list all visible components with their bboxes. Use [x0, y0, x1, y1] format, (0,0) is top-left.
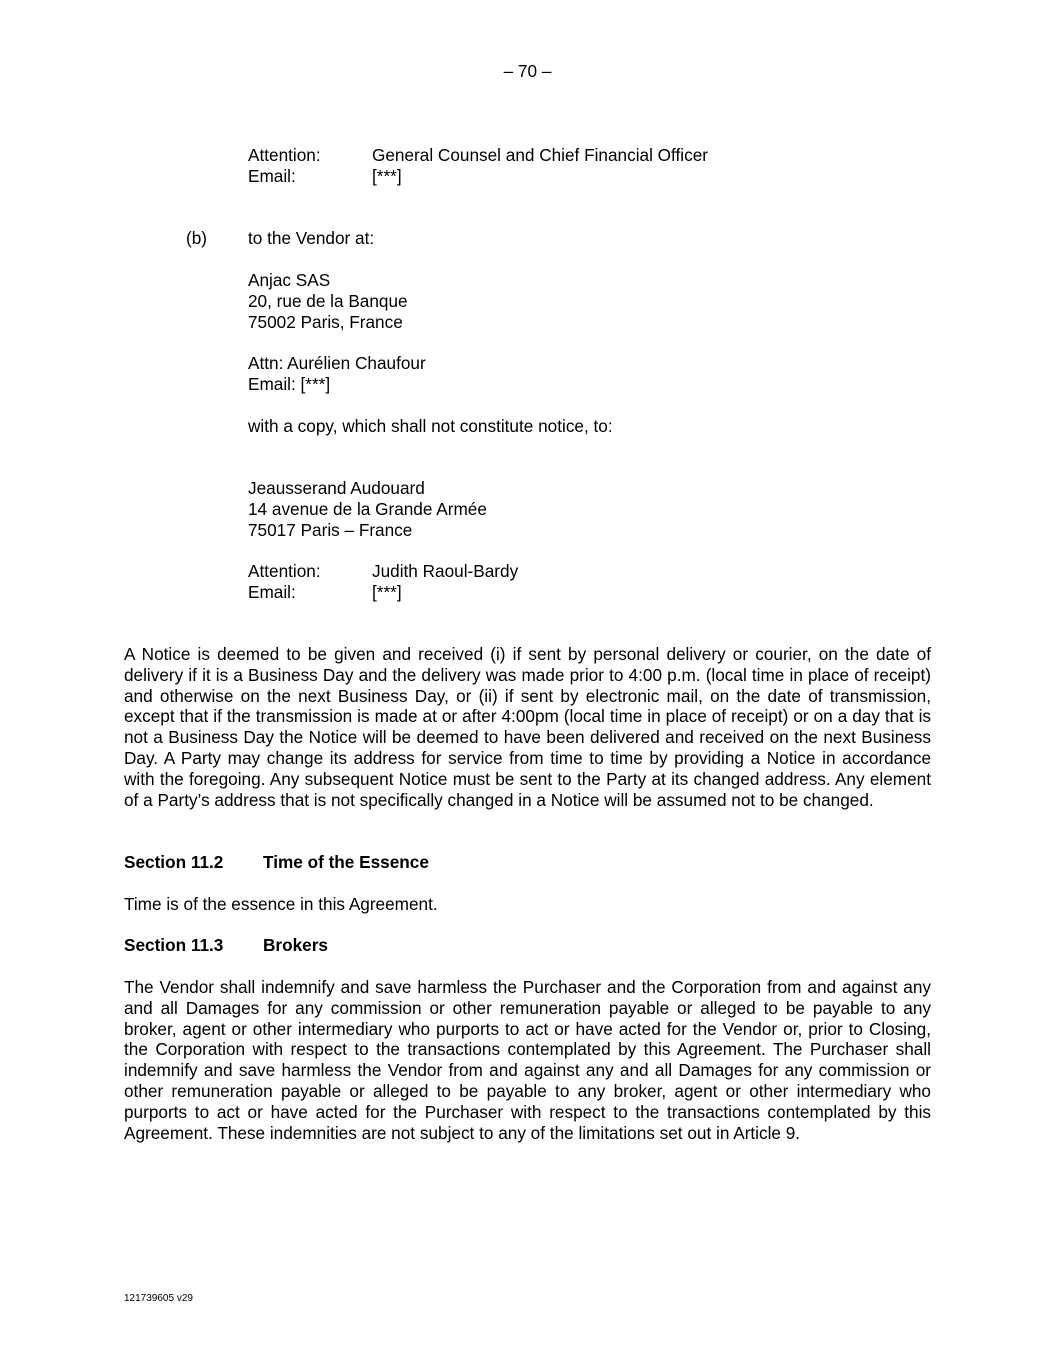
- copy-email-label: Email:: [248, 582, 296, 602]
- email-value: [***]: [372, 166, 402, 186]
- vendor-address-line: 75002 Paris, France: [248, 312, 403, 332]
- attention-label: Attention:: [248, 145, 321, 165]
- page-number: – 70 –: [503, 61, 552, 81]
- vendor-email-line: Email: [***]: [248, 374, 331, 394]
- vendor-address-line: 20, rue de la Banque: [248, 291, 408, 311]
- section-title: Time of the Essence: [263, 852, 429, 872]
- section-11-3-heading: [124, 935, 328, 956]
- copy-address-line: Jeausserand Audouard: [248, 478, 425, 498]
- notice-paragraph: A Notice is deemed to be given and received (i) if sent by personal delivery or courier, on the date of delivery if it is a Business Day and the delivery was made prior to 4:00 p.m. (local time in place of receipt) and otherwise on the next Business Day, or (ii) if sent by electronic mail, on the date of transmission, except that if the transmission is made at or after 4:00pm (local time in place of receipt) or on a day that is not a Business Day the Notice will be deemed to have been delivered and received on the next Business Day. A Party may change its address for service from time to time by providing a Notice in accordance with the foregoing. Any subsequent Notice must be sent to the Party at its changed address. Any element of a Party’s address that is not specifically changed in a Notice will be assumed not to be changed.: [124, 644, 931, 810]
- attention-value: General Counsel and Chief Financial Officer: [372, 145, 708, 165]
- copy-intro: with a copy, which shall not constitute notice, to:: [248, 416, 613, 436]
- copy-attention-value: Judith Raoul-Bardy: [372, 561, 519, 581]
- vendor-attn-line: Attn: Aurélien Chaufour: [248, 353, 426, 373]
- item-b-marker: (b): [186, 228, 208, 248]
- section-11-3-body: The Vendor shall indemnify and save harmless the Purchaser and the Corporation from and against any and all Damages for any commission or other remuneration payable or alleged to be payable to any broker, agent or other intermediary who purports to act or have acted for the Vendor or, prior to Closing, the Corporation with respect to the transactions contemplated by this Agreement. The Purchaser shall indemnify and save harmless the Vendor from and against any and all Damages for any commission or other remuneration payable or alleged to be payable to any broker, agent or other intermediary who purports to act or have acted for the Purchaser with respect to the transactions contemplated by this Agreement. These indemnities are not subject to any of the limitations set out in Article 9.: [124, 977, 931, 1143]
- footer-doc-id: 121739605 v29: [124, 1293, 193, 1304]
- email-label: Email:: [248, 166, 296, 186]
- item-b-intro: to the Vendor at:: [248, 228, 375, 248]
- section-title: Brokers: [263, 935, 328, 955]
- copy-address-line: 75017 Paris – France: [248, 520, 413, 540]
- vendor-address-line: Anjac SAS: [248, 270, 331, 290]
- copy-email-value: [***]: [372, 582, 402, 602]
- section-11-2-heading: [124, 852, 429, 873]
- section-number: Section 11.2: [124, 852, 224, 872]
- section-number: Section 11.3: [124, 935, 224, 955]
- section-11-2-body: Time is of the essence in this Agreement.: [124, 894, 438, 914]
- copy-attention-label: Attention:: [248, 561, 321, 581]
- copy-address-line: 14 avenue de la Grande Armée: [248, 499, 487, 519]
